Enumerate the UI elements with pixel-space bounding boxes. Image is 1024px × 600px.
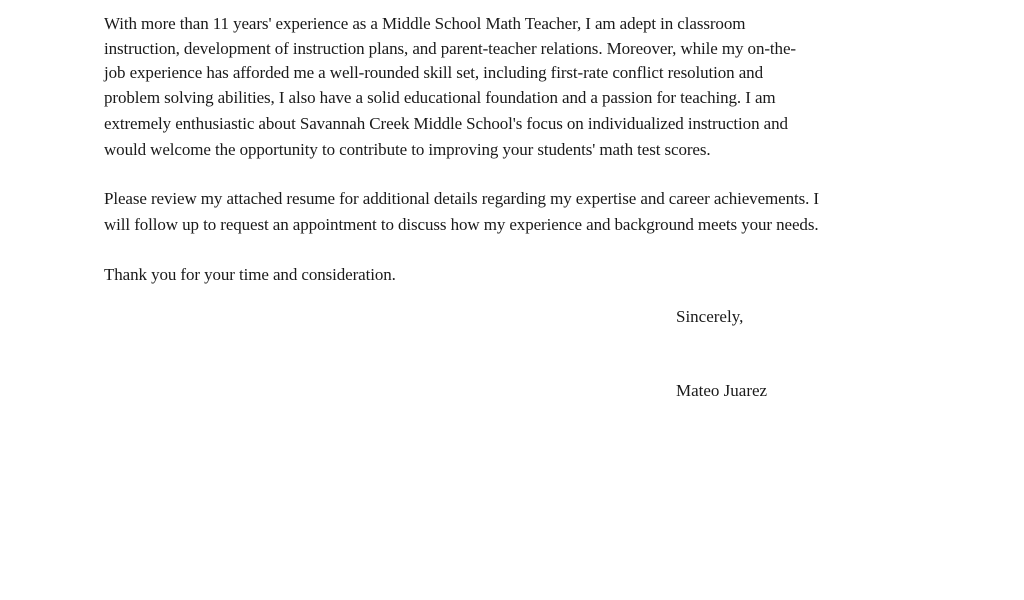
text-line: problem solving abilities, I also have a solid educational foundation and a passion for teaching. I am [104,88,776,107]
text-line: extremely enthusiastic about Savannah Creek Middle School's focus on individualized instruction and [104,114,788,133]
text-line: job experience has afforded me a well-rounded skill set, including first-rate conflict resolution and [104,63,763,82]
text-line: Please review my attached resume for additional details regarding my expertise and career achievements. I [104,189,819,208]
text-line: will follow up to request an appointment to discuss how my experience and background meets your needs. [104,215,819,234]
closing-line: Thank you for your time and consideration. [104,265,396,284]
signature-name: Mateo Juarez [676,381,768,400]
text-line: instruction, development of instruction plans, and parent-teacher relations. Moreover, while my on-the- [104,39,796,58]
text-line: With more than 11 years' experience as a Middle School Math Teacher, I am adept in classroom [104,14,746,33]
valediction: Sincerely, [676,307,744,326]
text-line: would welcome the opportunity to contribute to improving your students' math test scores. [104,140,711,159]
